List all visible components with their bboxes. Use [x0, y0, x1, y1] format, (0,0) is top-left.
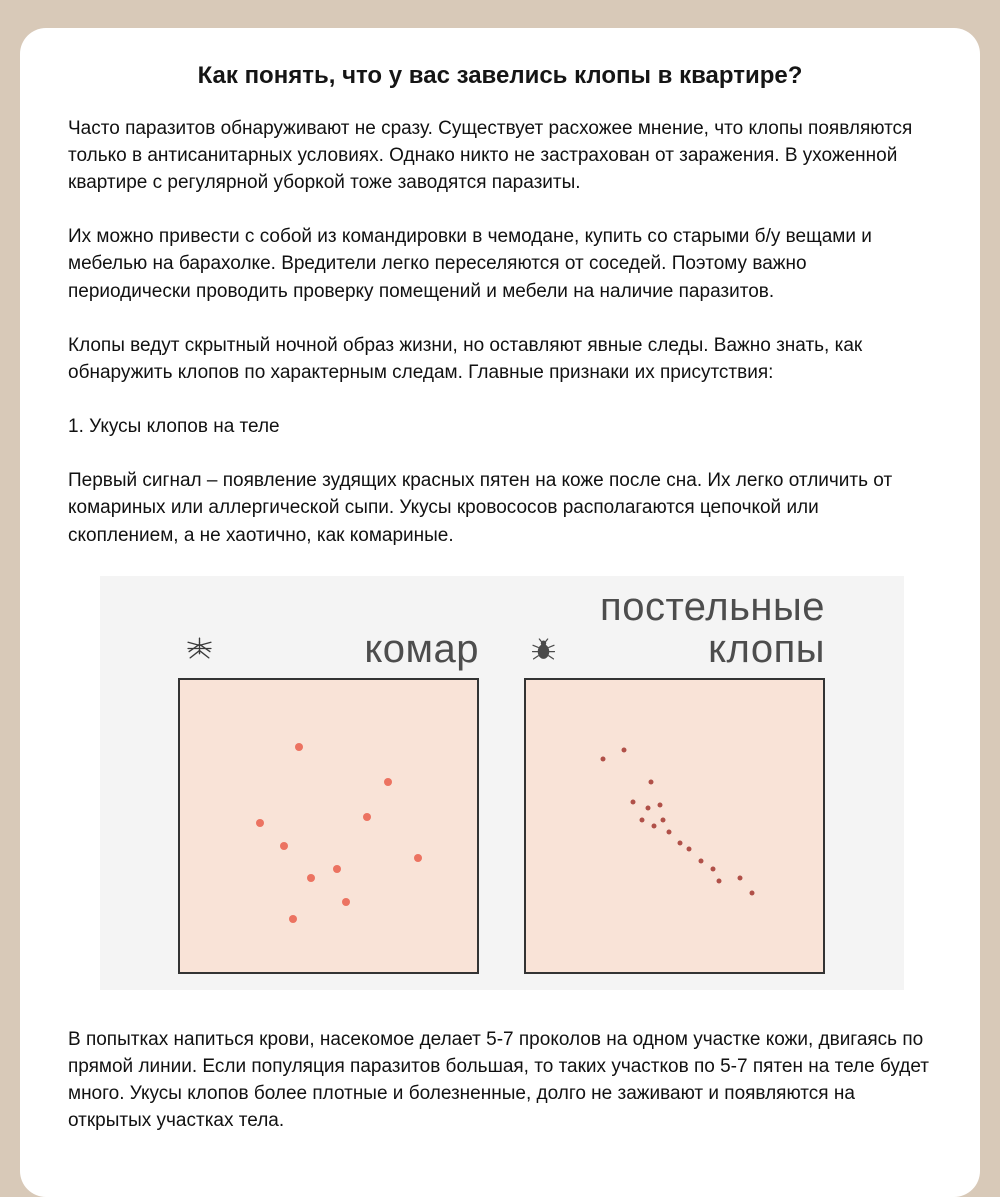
- bite-dot: [342, 898, 350, 906]
- bite-dot: [749, 890, 754, 895]
- list-item-bites: 1. Укусы клопов на теле: [68, 416, 280, 438]
- article-card: [20, 28, 980, 1197]
- bite-dot: [307, 874, 315, 882]
- bite-dot: [622, 747, 627, 752]
- paragraph-first-signal: Первый сигнал – появление зудящих красных пятен на коже после сна. Их легко отличить от комариных или аллергической сыпи. Укусы кровососов располагаются цепочкой или скоплением, а не хаотично, как комариные.: [68, 470, 893, 546]
- bedbug-panel-header: [524, 584, 825, 678]
- bite-dot: [414, 854, 422, 862]
- bite-dot: [601, 756, 606, 761]
- bite-dot: [651, 823, 656, 828]
- paragraph-sources: Их можно привести с собой из командировки в чемодане, купить со старыми б/у вещами и мебелью на барахолке. Вредители легко переселяются от соседей. Поэтому важно периодически проводить проверку помещений и мебели на наличие паразитов.: [68, 226, 872, 302]
- mosquito-panel-header: [178, 592, 479, 678]
- article-title: Как понять, что у вас завелись клопы в квартире?: [197, 62, 803, 89]
- bite-comparison-figure: [100, 576, 904, 990]
- mosquito-label: комар: [364, 626, 479, 671]
- bedbug-bites-box: [524, 678, 825, 974]
- bite-dot: [645, 806, 650, 811]
- bite-dot: [666, 829, 671, 834]
- bite-dot: [280, 842, 288, 850]
- bite-dot: [363, 813, 371, 821]
- bite-dot: [699, 858, 704, 863]
- bite-dot: [737, 876, 742, 881]
- bite-dot: [678, 841, 683, 846]
- bite-dot: [630, 800, 635, 805]
- bite-dot: [333, 865, 341, 873]
- bug-icon: [532, 638, 555, 666]
- bite-dot: [711, 867, 716, 872]
- bite-dot: [660, 817, 665, 822]
- bite-dot: [384, 778, 392, 786]
- paragraph-signs: Клопы ведут скрытный ночной образ жизни, но оставляют явные следы. Важно знать, как обнаружить клопов по характерным следам. Главные признаки их присутствия:: [68, 334, 863, 383]
- bite-dot: [687, 847, 692, 852]
- bite-dot: [289, 915, 297, 923]
- mosquito-bites-box: [178, 678, 479, 974]
- bite-dot: [717, 879, 722, 884]
- bite-dot: [639, 817, 644, 822]
- bedbug-panel: [524, 584, 825, 974]
- bite-dot: [657, 803, 662, 808]
- mosquito-icon: [186, 636, 213, 666]
- mosquito-panel: [178, 592, 479, 974]
- bite-dot: [256, 819, 264, 827]
- bedbug-label: постельные клопы: [600, 584, 825, 671]
- paragraph-conclusion: В попытках напиться крови, насекомое делает 5-7 проколов на одном участке кожи, двигаясь по прямой линии. Если популяция паразитов большая, то таких участков по 5-7 пятен на теле будет много. Укусы клопов более плотные и болезненные, долго не заживают и появляются на открытых участках тела.: [68, 1028, 929, 1132]
- paragraph-intro: Часто паразитов обнаруживают не сразу. Существует расхожее мнение, что клопы появляются только в антисанитарных условиях. Однако никто не застрахован от заражения. В ухоженной квартире с регулярной уборкой тоже заводятся паразиты.: [68, 117, 913, 194]
- bite-dot: [648, 779, 653, 784]
- bite-dot: [295, 743, 303, 751]
